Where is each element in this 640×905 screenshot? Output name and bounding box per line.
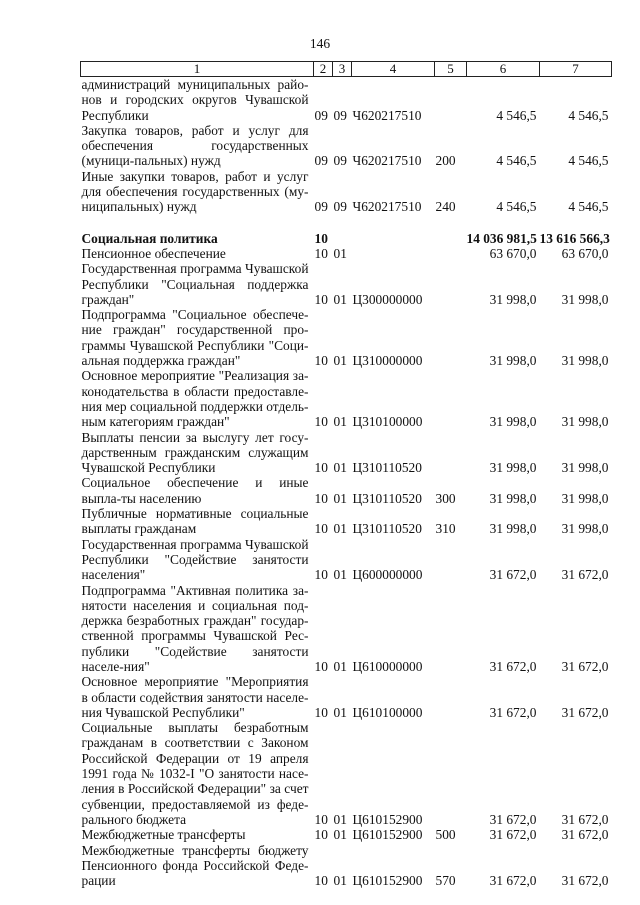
spacer-cell [81,215,612,231]
row-amount-year-1: 31 672,0 [489,567,537,583]
row-amount-year-1: 31 998,0 [489,490,537,506]
row-section: 10 [314,827,328,843]
row-subsection: 01 [333,490,347,506]
row-subsection: 01 [333,827,347,843]
table-row [81,506,612,537]
row-subsection: 01 [333,291,347,307]
row-name: Государственная программа Чувашской Республики "Содействие занятости населения" [81,536,309,583]
row-amount-year-1: 31 998,0 [489,414,537,430]
row-target-article: Ц610152900 [352,873,423,889]
column-header-4: 4 [352,62,435,77]
row-amount-year-2: 31 672,0 [561,704,609,720]
row-name: Социальная политика [81,230,218,246]
row-amount-year-2: 4 546,5 [568,199,609,215]
row-amount-year-2: 31 672,0 [561,658,609,674]
row-section: 09 [314,107,328,123]
row-target-article: Ц310100000 [352,414,423,430]
row-amount-year-2: 31 998,0 [561,414,609,430]
row-amount-year-2: 31 672,0 [561,827,609,843]
row-amount-year-1: 31 998,0 [489,291,537,307]
table-row [81,843,612,889]
row-expense-type: 310 [435,521,456,537]
row-target-article: Ч620217510 [352,199,422,215]
column-header-6: 6 [467,62,540,77]
row-expense-type: 200 [435,153,456,169]
row-amount-year-2: 31 998,0 [561,521,609,537]
row-amount-year-2: 4 546,5 [568,153,609,169]
row-amount-year-2: 4 546,5 [568,107,609,123]
row-subsection: 09 [333,107,347,123]
row-expense-type [435,430,467,476]
row-amount-year-2: 31 672,0 [561,567,609,583]
table-body [81,77,612,889]
row-expense-type: 240 [435,199,456,215]
row-expense-type [435,231,467,246]
row-name: Межбюджетные трансферты бюджету Пенсионного фонда Российской Феде-рации [81,842,309,889]
row-subsection: 01 [333,353,347,369]
row-target-article: Ц310000000 [352,353,423,369]
row-amount-year-2: 31 672,0 [561,873,609,889]
row-subsection [333,231,352,246]
row-expense-type [435,674,467,720]
column-header-5: 5 [435,62,467,77]
table-row [81,246,612,261]
row-section: 10 [314,245,328,261]
table-row [81,475,612,506]
row-name: Пенсионное обеспечение [81,245,226,261]
row-name: Выплаты пенсии за выслугу лет госу-дарственным гражданским служащим Чувашской Республики [81,429,309,476]
table-row [81,231,612,246]
row-target-article: Ц310110520 [352,460,422,476]
row-name: Подпрограмма "Активная политика за-нятости населения и социальная под-держка безработных граждан" государ-ственной программы Чувашской Рес-публики "Содействие занятости населе-ния" [81,582,309,674]
row-subsection: 01 [333,658,347,674]
row-target-article: Ц610152900 [352,811,423,827]
row-section: 10 [314,353,328,369]
row-section: 09 [314,199,328,215]
row-amount-year-1: 31 998,0 [489,521,537,537]
row-amount-year-1: 63 670,0 [489,245,537,261]
row-name: Закупка товаров, работ и услуг для обеспечения государственных (муници-пальных) нужд [81,122,309,169]
row-subsection: 09 [333,153,347,169]
row-name: Подпрограмма "Социальное обеспече-ние граждан" государственной про-граммы Чувашской Республики "Соци-альная поддержка граждан" [81,307,309,369]
row-amount-year-1: 31 672,0 [489,873,537,889]
row-target-article [352,246,435,261]
row-amount-year-1: 31 672,0 [489,658,537,674]
row-subsection: 01 [333,873,347,889]
spacer-row [81,215,612,231]
page-number: 146 [309,36,331,51]
row-amount-year-1: 31 672,0 [489,827,537,843]
row-subsection: 01 [333,460,347,476]
table-row [81,720,612,827]
row-subsection: 01 [333,245,347,261]
row-section: 10 [314,811,328,827]
row-section: 10 [314,291,328,307]
table-row [81,537,612,583]
row-expense-type: 570 [435,873,456,889]
row-amount-year-2: 31 672,0 [561,811,609,827]
row-expense-type: 500 [435,827,456,843]
row-name: Публичные нормативные социальные выплаты гражданам [81,506,309,537]
row-amount-year-2: 31 998,0 [561,490,609,506]
table-row [81,368,612,429]
row-amount-year-1: 31 998,0 [489,353,537,369]
column-header-2: 2 [314,62,333,77]
row-subsection: 09 [333,199,347,215]
row-target-article [352,231,435,246]
column-numbers-row [81,62,612,77]
table-row [81,674,612,720]
row-name: Межбюджетные трансферты [81,827,246,843]
row-amount-year-2: 31 998,0 [561,291,609,307]
row-name: Иные закупки товаров, работ и услуг для обеспечения государственных (му-ниципальных) нужд [81,168,309,215]
row-target-article: Ц610152900 [352,827,423,843]
row-section: 10 [314,230,328,246]
row-amount-year-2: 13 616 566,3 [539,230,610,246]
row-subsection: 01 [333,414,347,430]
row-target-article: Ч620217510 [352,153,422,169]
budget-table [80,61,612,888]
row-section: 10 [314,658,328,674]
row-target-article: Ц310110520 [352,490,422,506]
table-row [81,261,612,307]
row-target-article: Ц600000000 [352,567,423,583]
column-header-1: 1 [81,62,314,77]
table-row [81,583,612,675]
row-name: Основное мероприятие "Мероприятия в области содействия занятости населе-ния Чувашской Республики" [81,674,309,720]
row-expense-type [435,307,467,368]
row-subsection: 01 [333,811,347,827]
row-amount-year-2: 63 670,0 [561,245,609,261]
row-target-article: Ц610100000 [352,704,423,720]
row-amount-year-2: 31 998,0 [561,460,609,476]
row-amount-year-1: 14 036 981,5 [466,230,537,246]
row-target-article: Ц300000000 [352,291,423,307]
row-expense-type [435,537,467,583]
row-expense-type [435,261,467,307]
row-expense-type [435,246,467,261]
row-expense-type [435,368,467,429]
row-section: 10 [314,460,328,476]
row-subsection: 01 [333,567,347,583]
table-row [81,77,612,123]
row-section: 09 [314,153,328,169]
row-target-article: Ч620217510 [352,107,422,123]
row-target-article: Ц310110520 [352,521,422,537]
row-amount-year-1: 4 546,5 [496,199,537,215]
row-target-article: Ц610000000 [352,658,423,674]
column-header-3: 3 [333,62,352,77]
row-expense-type: 300 [435,490,456,506]
row-section: 10 [314,414,328,430]
row-expense-type [435,720,467,827]
row-section: 10 [314,567,328,583]
table-row [81,123,612,169]
column-header-7: 7 [540,62,612,77]
row-name: Социальные выплаты безработным гражданам в соответствии с Законом Российской Федерации от 19 апреля 1991 года № 1032-I "О занятости насе-ления в Российской Федерации" за счет субвенции, предоставляемой из феде-рального бюджета [81,720,309,827]
row-amount-year-2: 31 998,0 [561,353,609,369]
row-amount-year-1: 31 672,0 [489,811,537,827]
row-amount-year-1: 4 546,5 [496,107,537,123]
table-row [81,430,612,476]
row-expense-type [435,583,467,675]
table-row [81,307,612,368]
row-name: администраций муниципальных райо-нов и городских округов Чувашской Республики [81,77,309,123]
row-subsection: 01 [333,704,347,720]
row-subsection: 01 [333,521,347,537]
row-name: Социальное обеспечение и иные выпла-ты населению [81,475,309,506]
row-name: Основное мероприятие "Реализация за-конодательства в области предоставле-ния мер социальной поддержки отдель-ным категориям граждан" [81,368,309,430]
budget-table-container [80,61,611,888]
row-name: Государственная программа Чувашской Республики "Социальная поддержка граждан" [81,261,309,307]
row-amount-year-1: 4 546,5 [496,153,537,169]
row-amount-year-1: 31 672,0 [489,704,537,720]
row-amount-year-1: 31 998,0 [489,460,537,476]
table-row [81,169,612,215]
row-section: 10 [314,521,328,537]
row-expense-type [435,77,467,123]
row-section: 10 [314,704,328,720]
table-row [81,827,612,842]
table-header [81,62,612,77]
row-section: 10 [314,490,328,506]
row-section: 10 [314,873,328,889]
